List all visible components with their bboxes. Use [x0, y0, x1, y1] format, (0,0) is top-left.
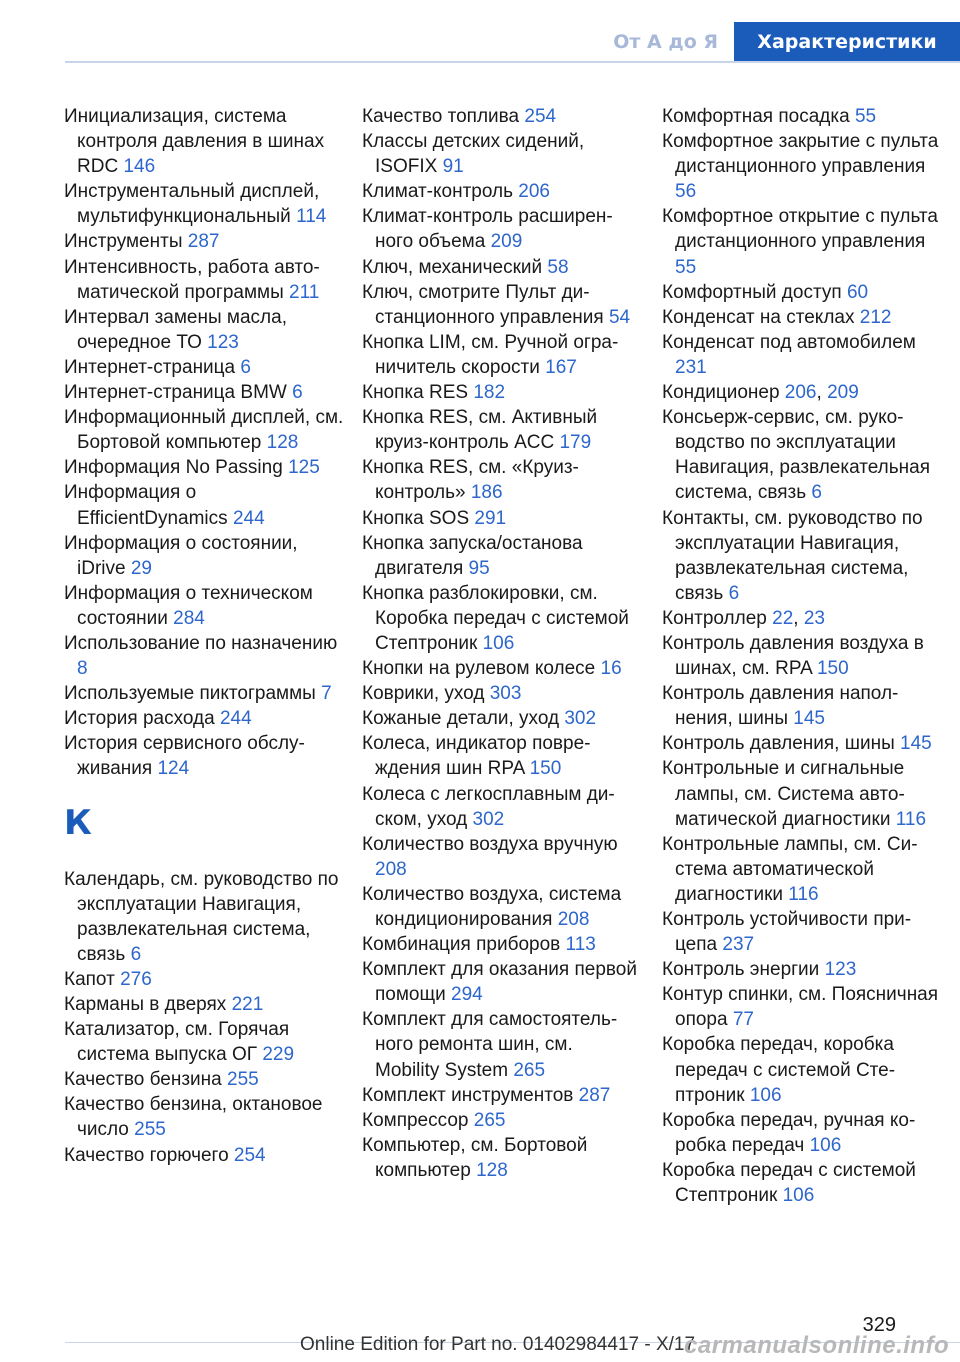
index-term: Контроль давления, шины: [662, 733, 901, 755]
index-term: Климат-контроль: [362, 181, 519, 203]
page-reference-link[interactable]: 7: [321, 683, 332, 705]
index-term: Информационный дисплей, см. Бортовой компьютер: [64, 407, 344, 454]
page-reference-link[interactable]: 114: [296, 206, 327, 228]
page-reference-link[interactable]: 208: [557, 909, 590, 930]
index-entry: [64, 380, 344, 405]
edition-note: Online Edition for Part no. 01402984417 - X/17: [300, 1334, 696, 1355]
page-reference-link[interactable]: 150: [529, 758, 562, 780]
index-term: Кнопка запуска/останова двигателя: [362, 532, 583, 579]
index-term: Инструменты: [64, 231, 188, 253]
index-entry: [64, 405, 344, 455]
index-term: Комфортное закрытие с пульта дистанционного управления: [662, 131, 939, 178]
index-term: Комплект инструментов: [362, 1084, 579, 1106]
index-term: Информация о техническом состоянии: [64, 582, 313, 629]
index-term: Кнопка SOS: [362, 507, 475, 529]
index-term: Интернет-страница: [64, 356, 241, 378]
index-term: Кожаные детали, уход: [362, 708, 565, 730]
index-entry: [662, 506, 942, 606]
page-reference-link[interactable]: 116: [788, 883, 819, 905]
index-entry: [64, 681, 344, 706]
page-header: [0, 0, 960, 62]
index-entry: [64, 480, 344, 530]
index-entry: [662, 204, 942, 279]
index-entry: [362, 1007, 642, 1082]
watermark-logo: carmanualsonline.info: [684, 1332, 950, 1359]
index-term: Карманы в дверях: [64, 994, 232, 1015]
index-term: Коврики, уход: [362, 683, 490, 705]
index-term: Комфортное открытие с пульта дистанционного управления: [662, 206, 938, 253]
index-entry: [362, 681, 642, 706]
index-term: Информация о состоянии, iDrive: [64, 532, 298, 579]
page-reference-link[interactable]: 6: [240, 356, 251, 378]
page-reference-link[interactable]: 29: [130, 557, 152, 579]
index-entry: [362, 782, 642, 832]
page-reference-link[interactable]: 6: [292, 382, 303, 404]
page-reference-link[interactable]: 287: [578, 1084, 611, 1106]
page-reference-link[interactable]: 77: [732, 1009, 754, 1031]
index-term: Кнопка RES: [362, 382, 474, 404]
page-reference-link[interactable]: 255: [134, 1119, 166, 1141]
index-term: Контроллер: [662, 607, 773, 629]
index-term: Количество воздуха вручную: [362, 833, 618, 855]
index-term: Инструментальный дисплей, мультифункциональный: [64, 181, 320, 228]
index-entry: [662, 280, 942, 305]
page-reference-link[interactable]: 254: [524, 106, 557, 127]
index-term: Информация No Passing: [64, 457, 289, 479]
index-entry: [662, 982, 942, 1032]
index-entry: [64, 229, 344, 254]
index-term: Кнопка RES, см. «Круиз-контроль»: [362, 457, 579, 504]
page-reference-link[interactable]: 150: [816, 658, 849, 680]
page-reference-link[interactable]: 208: [375, 858, 407, 880]
index-entry: Кондиционер 206, 209: [662, 382, 859, 404]
index-term: Качество бензина: [64, 1069, 228, 1091]
page-reference-link[interactable]: 95: [468, 557, 490, 579]
index-entry: [362, 179, 642, 204]
index-entry: [362, 932, 642, 957]
page-reference-link[interactable]: 123: [207, 331, 239, 353]
index-term: Компрессор: [362, 1109, 474, 1131]
index-term: Контроль давления воздуха в шинах, см. RPA: [662, 632, 924, 680]
index-term: Контроль устойчивости прицепа: [662, 909, 912, 956]
index-term: Интервал замены масла, очередное ТО: [64, 306, 287, 353]
index-term: Конденсат на стеклах: [662, 306, 860, 328]
index-entry: [362, 405, 642, 455]
section-tab[interactable]: От А до Я: [613, 31, 718, 53]
index-entry: [64, 867, 344, 967]
index-entry: [64, 531, 344, 581]
index-entry: Контроллер 22, 23: [662, 607, 825, 629]
index-term: Интенсивность, работа автоматической программы: [64, 256, 320, 303]
index-term: Комплект для самостоятельного ремонта шин, см. Mobility System: [362, 1009, 618, 1081]
page-reference-link[interactable]: 211: [289, 281, 320, 303]
index-term: Количество воздуха, система кондиционирования: [362, 883, 622, 930]
page-reference-link[interactable]: 128: [266, 432, 299, 454]
index-entry: [662, 756, 942, 831]
index-term: Качество горючего: [64, 1144, 234, 1166]
index-entry: [64, 1092, 344, 1142]
page-reference-link[interactable]: 125: [288, 457, 320, 479]
index-entry: [362, 531, 642, 581]
page-reference-link[interactable]: 106: [809, 1134, 842, 1156]
page-reference-link[interactable]: 244: [232, 507, 265, 529]
page-reference-link[interactable]: 124: [157, 758, 190, 780]
index-term: Контрольные и сигнальные лампы, см. Система автоматической диагностики: [662, 758, 905, 830]
page-reference-link[interactable]: 22: [772, 607, 794, 629]
index-term: Кнопка разблокировки, см. Коробка передач с системой Стептроник: [362, 582, 629, 654]
index-term: Контакты, см. руководство по эксплуатации Навигация, развлекательная система, связь: [662, 507, 923, 604]
page-reference-link[interactable]: 54: [608, 306, 631, 328]
page-reference-link[interactable]: 23: [803, 607, 825, 629]
index-entry: [662, 104, 942, 129]
index-entry: [362, 455, 642, 505]
index-entry: [64, 455, 344, 480]
page-reference-link[interactable]: 212: [859, 306, 892, 328]
index-term: Конденсат под автомобилем: [662, 331, 916, 353]
index-term: Комфортная посадка: [662, 106, 855, 127]
index-entry: [362, 280, 642, 330]
index-entry: [662, 631, 942, 681]
page-reference-link[interactable]: 123: [824, 959, 857, 981]
page-reference-link[interactable]: 209: [490, 231, 523, 253]
index-term: Колеса с легкосплавным диском, уход: [362, 783, 615, 830]
index-entry: [362, 380, 642, 405]
index-entry: [64, 1017, 344, 1067]
index-term: Катализатор, см. Горячая система выпуска ОГ: [64, 1019, 290, 1066]
index-term: Информация о EfficientDynamics: [64, 482, 233, 529]
index-term: Кнопка LIM, см. Ручной ограничитель скорости: [362, 331, 619, 378]
index-term: Качество бензина, октановое число: [64, 1094, 323, 1141]
index-entry: [362, 581, 642, 656]
index-term: Коробка передач, коробка передач с системой Стептроник: [662, 1034, 896, 1106]
index-term: Компьютер, см. Бортовой компьютер: [362, 1134, 588, 1181]
index-entry: [362, 129, 642, 179]
index-entry: [662, 1158, 942, 1208]
index-entry: [662, 330, 942, 380]
page-reference-link[interactable]: 145: [900, 733, 932, 755]
index-term: Комфортный доступ: [662, 281, 847, 303]
index-term: Классы детских сидений, ISOFIX: [362, 131, 585, 178]
page-reference-link[interactable]: 106: [482, 632, 515, 654]
index-letter-heading: К: [64, 802, 92, 843]
index-entry: [64, 967, 344, 992]
index-entry: [64, 305, 344, 355]
index-entry: [64, 731, 344, 781]
index-term: Использование по назначению: [64, 632, 338, 654]
page-reference-link[interactable]: 55: [675, 256, 697, 278]
index-term: Ключ, механический: [362, 256, 548, 278]
page-reference-link[interactable]: 276: [120, 968, 152, 990]
page-reference-link[interactable]: 303: [489, 683, 522, 705]
index-term: Контроль давления наполнения, шины: [662, 683, 899, 730]
index-entry: [662, 832, 942, 907]
index-term: Капот: [64, 968, 121, 990]
index-term: Контроль энергии: [662, 959, 825, 981]
index-entry: [64, 706, 344, 731]
page-reference-link[interactable]: 60: [846, 281, 869, 303]
page-reference-link[interactable]: 16: [600, 658, 622, 680]
index-entry: [362, 1108, 642, 1133]
index-entry: [362, 330, 642, 380]
index-term: Комплект для оказания первой помощи: [362, 959, 637, 1006]
index-term: Контур спинки, см. Поясничная опора: [662, 984, 939, 1031]
index-entry: [64, 355, 344, 380]
index-term: Контрольные лампы, см. Система автоматической диагностики: [662, 833, 918, 905]
index-term: Кондиционер: [662, 382, 785, 404]
index-term: Климат-контроль расширенного объема: [362, 206, 613, 253]
page-reference-link[interactable]: 116: [895, 808, 927, 830]
index-entry: [362, 1083, 642, 1108]
header-divider: [65, 61, 960, 63]
index-entry: [64, 1143, 344, 1168]
index-entry: [662, 957, 942, 982]
page-reference-link[interactable]: 284: [173, 607, 205, 629]
page-reference-link[interactable]: 167: [545, 356, 577, 378]
page-reference-link[interactable]: 186: [470, 482, 503, 504]
index-entry: [362, 957, 642, 1007]
page-reference-link[interactable]: 231: [675, 356, 707, 378]
page-reference-link[interactable]: 229: [262, 1044, 295, 1066]
index-term: Качество топлива: [362, 106, 525, 127]
index-column-3: [662, 104, 942, 1208]
index-entry: [662, 305, 942, 330]
index-term: Интернет-страница BMW: [64, 382, 293, 404]
index-entry: [362, 706, 642, 731]
page-reference-link[interactable]: 209: [827, 382, 859, 404]
index-entry: [362, 506, 642, 531]
page-reference-link[interactable]: 179: [559, 432, 592, 454]
page-reference-link[interactable]: 6: [130, 943, 142, 965]
page-reference-link[interactable]: 206: [518, 181, 550, 203]
page-reference-link[interactable]: 302: [472, 808, 505, 830]
index-entry: [64, 104, 344, 179]
index-term: Комбинация приборов: [362, 934, 566, 956]
page-reference-link[interactable]: 182: [473, 382, 506, 404]
page-reference-link[interactable]: 58: [547, 256, 569, 278]
page-reference-link[interactable]: 55: [854, 106, 877, 127]
index-entry: [662, 1108, 942, 1158]
page-reference-link[interactable]: 302: [564, 708, 597, 730]
page-reference-link[interactable]: 8: [77, 658, 88, 680]
page-reference-link[interactable]: 106: [749, 1084, 782, 1106]
index-entry: [362, 656, 642, 681]
index-entry: [64, 631, 344, 681]
page-reference-link[interactable]: 265: [513, 1059, 546, 1081]
page-reference-link[interactable]: 91: [442, 156, 464, 178]
page-reference-link[interactable]: 6: [811, 482, 822, 504]
page-reference-link[interactable]: 146: [123, 156, 156, 178]
index-term: Используемые пиктограммы: [64, 683, 322, 705]
index-entry: [662, 681, 942, 731]
page-reference-link[interactable]: 265: [473, 1109, 506, 1131]
index-entry: [362, 832, 642, 882]
page-reference-link[interactable]: 221: [231, 994, 264, 1015]
index-term: Кнопки на рулевом колесе: [362, 658, 601, 680]
page-reference-link[interactable]: 56: [675, 181, 697, 203]
index-column-1: [64, 104, 344, 1168]
index-entry: [362, 255, 642, 280]
index-entry: [662, 129, 942, 204]
page-reference-link[interactable]: 255: [227, 1069, 259, 1091]
page-reference-link[interactable]: 106: [782, 1185, 815, 1207]
index-column-2: [362, 104, 642, 1183]
index-term: Коробка передач, ручная коробка передач: [662, 1109, 916, 1156]
page-reference-link[interactable]: 113: [565, 934, 596, 956]
index-term: История сервисного обслуживания: [64, 733, 305, 780]
page-reference-link[interactable]: 237: [722, 934, 755, 956]
page-reference-link[interactable]: 294: [451, 984, 483, 1006]
index-entry: [362, 204, 642, 254]
index-term: Кнопка RES, см. Активный круиз-контроль ACC: [362, 407, 598, 454]
index-term: Колеса, индикатор повреждения шин RPA: [362, 733, 591, 780]
index-entry: [64, 581, 344, 631]
index-term: Календарь, см. руководство по эксплуатации Навигация, развлекательная система, связь: [64, 868, 339, 965]
index-term: Ключ, смотрите Пульт дистанционного управления: [362, 281, 609, 328]
index-entry: [662, 907, 942, 957]
index-entry: [64, 1067, 344, 1092]
page-reference-link[interactable]: 6: [728, 582, 740, 604]
index-entry: [662, 1032, 942, 1107]
page-reference-link[interactable]: 206: [784, 382, 817, 404]
page-reference-link[interactable]: 128: [476, 1159, 508, 1181]
page-reference-link[interactable]: 291: [474, 507, 507, 529]
page-reference-link[interactable]: 287: [187, 231, 220, 253]
index-entry: [362, 882, 642, 932]
index-entry: [64, 992, 344, 1017]
page-reference-link[interactable]: 244: [219, 708, 252, 730]
page-reference-link[interactable]: 254: [233, 1144, 266, 1166]
index-entry: [64, 255, 344, 305]
index-entry: [362, 1133, 642, 1183]
index-term: Консьерж-сервис, см. руководство по эксплуатации Навигация, развлекательная система, связь: [662, 407, 930, 504]
index-term: История расхода: [64, 708, 220, 730]
index-entry: [662, 731, 942, 756]
index-term: Коробка передач с системой Стептроник: [662, 1159, 916, 1207]
page-number: 329: [862, 1314, 896, 1336]
index-entry: [362, 104, 642, 129]
chapter-tab[interactable]: Характеристики: [734, 22, 960, 62]
index-term: Инициализация, система контроля давления в шинах RDC: [64, 106, 325, 178]
page-reference-link[interactable]: 145: [793, 708, 825, 730]
index-entry: [64, 179, 344, 229]
index-entry: [362, 731, 642, 781]
index-entry: [662, 405, 942, 505]
